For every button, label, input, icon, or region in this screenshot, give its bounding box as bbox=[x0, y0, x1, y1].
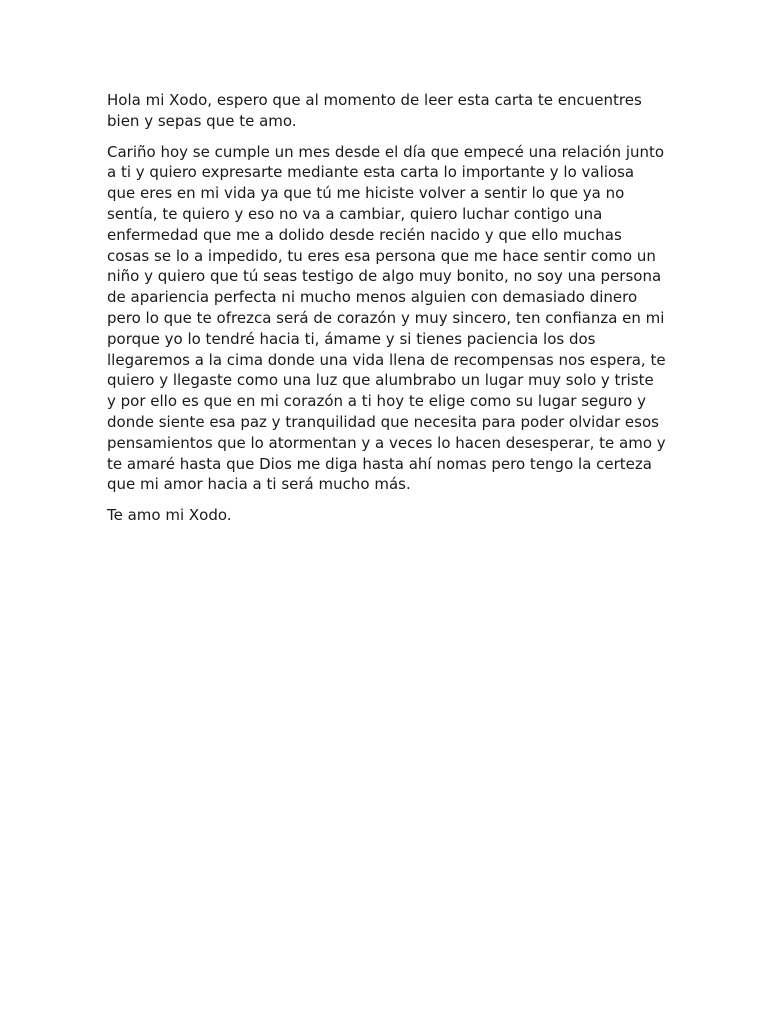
body-paragraph: Cariño hoy se cumple un mes desde el día que empecé una relación junto a ti y quiero expresarte mediante esta carta lo importante y lo valiosa que eres en mi vida ya que tú me hiciste volver a sentir lo que ya no sentía, te quiero y eso no va a cambiar, quiero luchar contigo una enfermedad que me a dolido desde recién nacido y que ello muchas cosas se lo a impedido, tu eres esa persona que me hace sentir como un niño y quiero que tú seas testigo de algo muy bonito, no soy una persona de apariencia perfecta ni mucho menos alguien con demasiado dinero pero lo que te ofrezca será de corazón y muy sincero, ten confianza en mi porque yo lo tendré hacia ti, ámame y si tienes paciencia los dos llegaremos a la cima donde una vida llena de recompensas nos espera, te quiero y llegaste como una luz que alumbrabo un lugar muy solo y triste y por ello es que en mi corazón a ti hoy te elige como su lugar seguro y donde siente esa paz y tranquilidad que necesita para poder olvidar esos pensamientos que lo atormentan y a veces lo hacen desesperar, te amo y te amaré hasta que Dios me diga hasta ahí nomas pero tengo la certeza que mi amor hacia a ti será mucho más. bbox=[107, 142, 666, 494]
closing-paragraph: Te amo mi Xodo. bbox=[107, 506, 232, 525]
letter-page bbox=[107, 90, 667, 536]
greeting-paragraph: Hola mi Xodo, espero que al momento de leer esta carta te encuentres bien y sepas que te amo. bbox=[107, 91, 642, 130]
